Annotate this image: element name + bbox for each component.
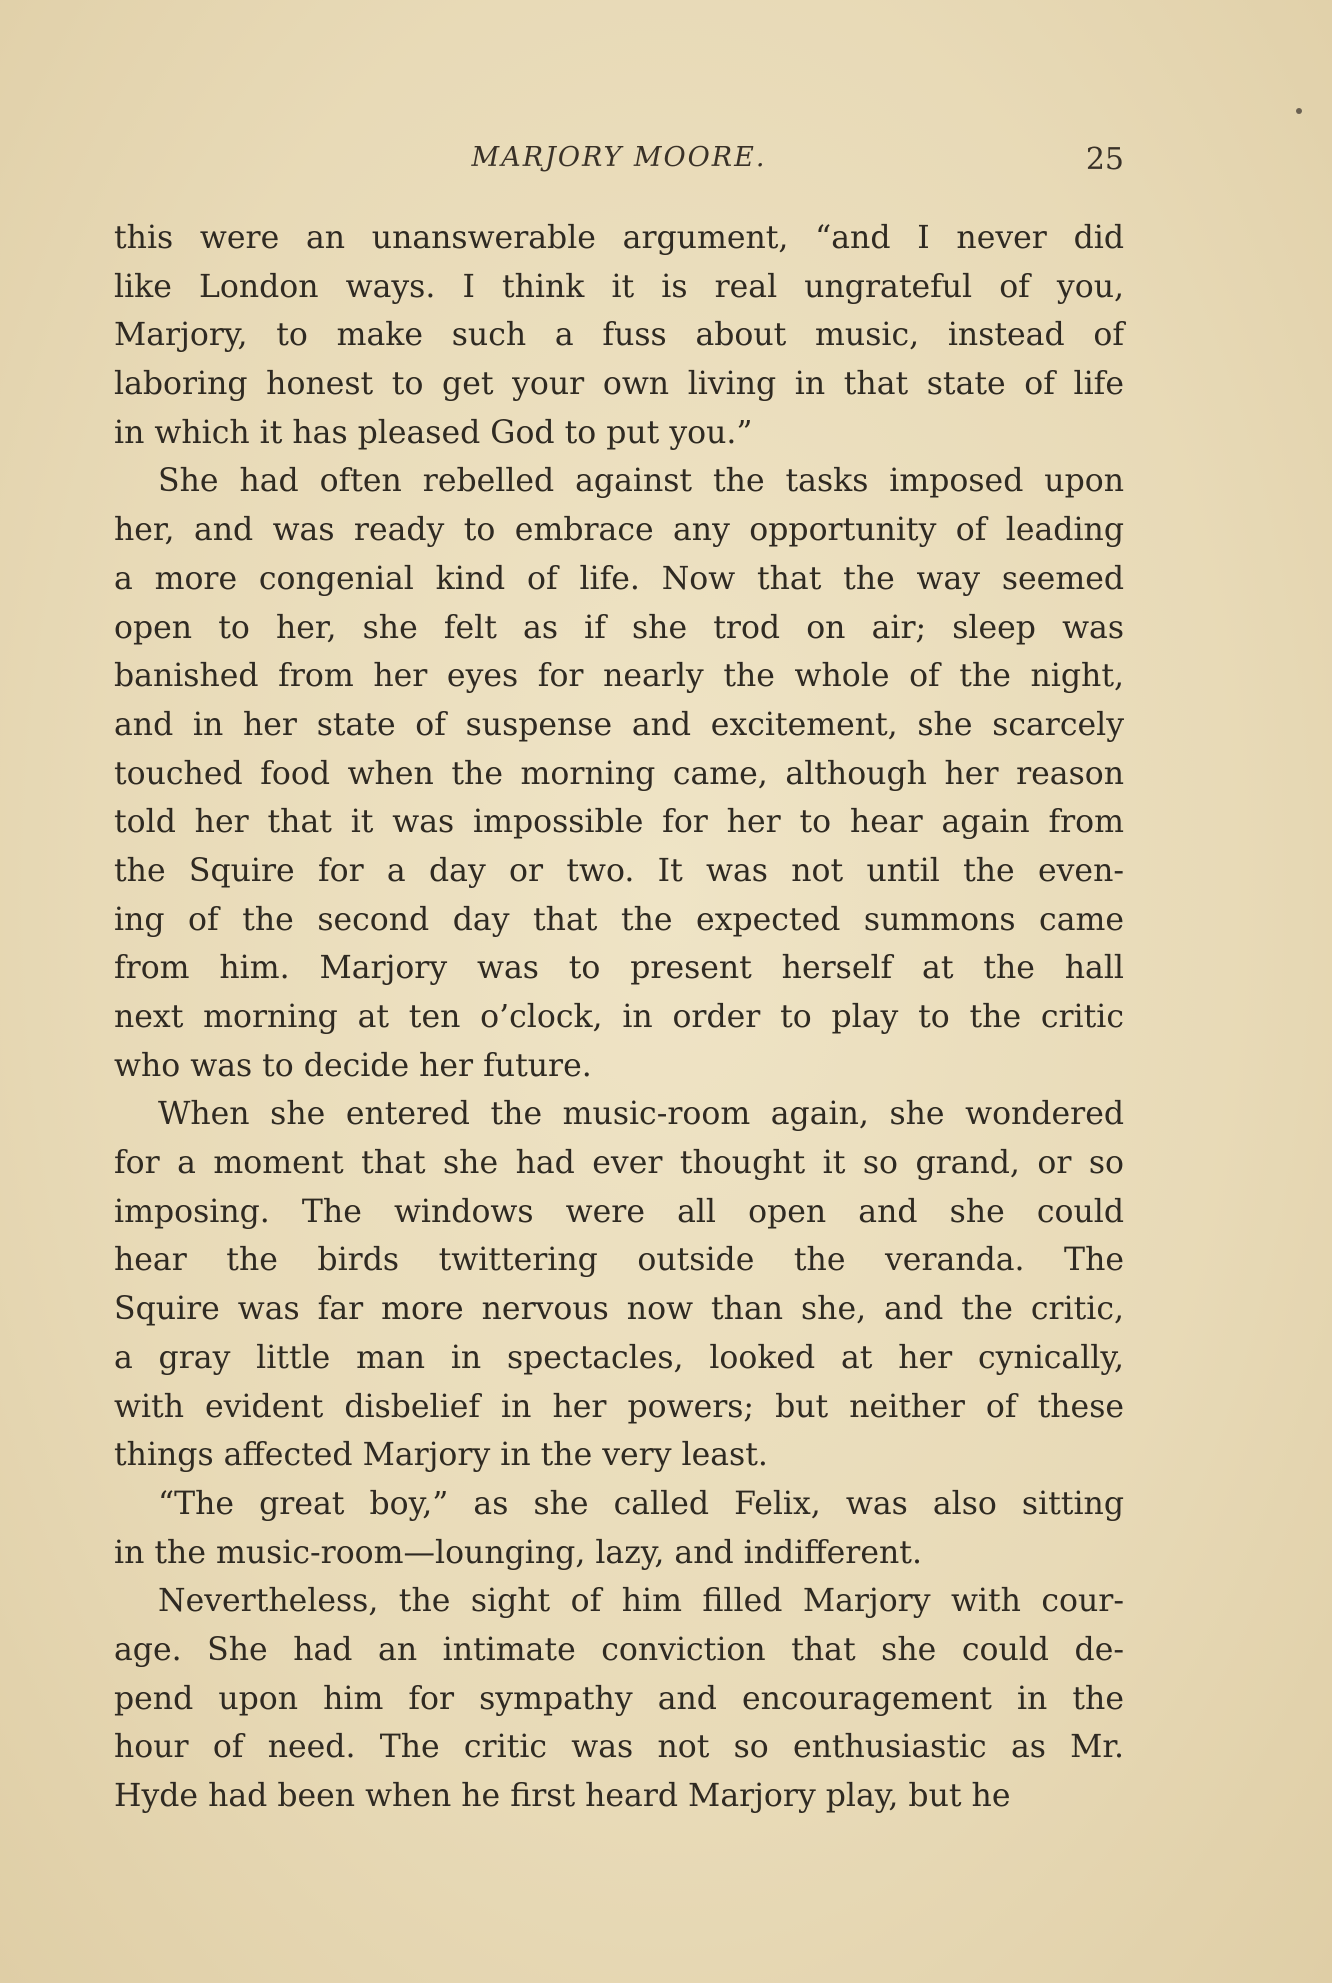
- text-line: laboring honest to get your own living in that state of life: [114, 366, 1124, 403]
- text-line: for a moment that she had ever thought it so grand, or so: [114, 1145, 1124, 1182]
- body-text: [114, 214, 1124, 1821]
- text-line: Squire was far more nervous now than she, and the critic,: [114, 1291, 1124, 1328]
- text-line: She had often rebelled against the tasks imposed upon: [158, 463, 1124, 500]
- page-header: [114, 142, 1124, 182]
- text-line: in the music-room—lounging, lazy, and indifferent.: [114, 1534, 922, 1571]
- text-line: from him. Marjory was to present herself at the hall: [114, 950, 1124, 987]
- text-line: Marjory, to make such a fuss about music, instead of: [114, 317, 1124, 354]
- text-line: her, and was ready to embrace any opportunity of leading: [114, 512, 1124, 549]
- text-line: and in her state of suspense and excitement, she scarcely: [114, 706, 1124, 743]
- text-line: “The great boy,” as she called Felix, was also sitting: [158, 1485, 1124, 1522]
- text-line: hour of need. The critic was not so enthusiastic as Mr.: [114, 1729, 1124, 1766]
- text-line: in which it has pleased God to put you.”: [114, 414, 753, 451]
- text-line: hear the birds twittering outside the veranda. The: [114, 1242, 1124, 1279]
- paragraph: [114, 1090, 1124, 1480]
- text-line: When she entered the music-room again, she wondered: [158, 1096, 1124, 1133]
- text-line: next morning at ten o’clock, in order to play to the critic: [114, 999, 1124, 1035]
- running-title: MARJORY MOORE.: [471, 142, 767, 173]
- text-line: with evident disbelief in her powers; but neither of these: [114, 1388, 1124, 1425]
- text-line: age. She had an intimate conviction that she could de-: [114, 1631, 1124, 1668]
- text-line: ing of the second day that the expected summons came: [114, 901, 1124, 938]
- text-line: who was to decide her future.: [114, 1047, 592, 1084]
- paper-speck: [1296, 108, 1302, 114]
- text-line: things affected Marjory in the very least.: [114, 1437, 768, 1474]
- text-line: Hyde had been when he first heard Marjory play, but he: [114, 1778, 1011, 1814]
- text-line: a gray little man in spectacles, looked at her cynically,: [114, 1339, 1124, 1376]
- text-line: this were an unanswerable argument, “and I never did: [114, 220, 1124, 256]
- text-line: imposing. The windows were all open and she could: [114, 1193, 1124, 1230]
- text-line: like London ways. I think it is real ungrateful of you,: [114, 268, 1124, 305]
- paragraph: [114, 1577, 1124, 1820]
- text-line: open to her, she felt as if she trod on air; sleep was: [114, 609, 1124, 646]
- paragraph: [114, 457, 1124, 1090]
- text-line: a more congenial kind of life. Now that the way seemed: [114, 560, 1124, 597]
- text-line: the Squire for a day or two. It was not until the even-: [114, 852, 1124, 889]
- paragraph: [114, 214, 1124, 457]
- text-line: told her that it was impossible for her to hear again from: [114, 804, 1124, 841]
- text-line: touched food when the morning came, although her reason: [114, 755, 1124, 792]
- page-number: 25: [1085, 142, 1124, 177]
- text-line: banished from her eyes for nearly the whole of the night,: [114, 658, 1124, 695]
- text-line: Nevertheless, the sight of him filled Marjory with cour-: [158, 1583, 1124, 1620]
- text-line: pend upon him for sympathy and encouragement in the: [114, 1680, 1124, 1717]
- paragraph: [114, 1480, 1124, 1577]
